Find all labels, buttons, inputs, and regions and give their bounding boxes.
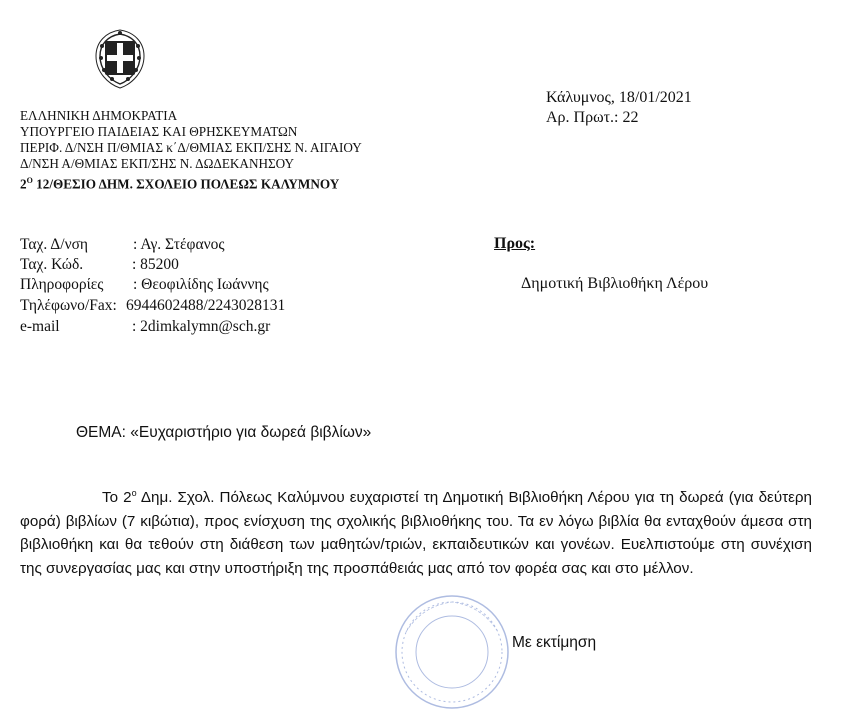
- school-number: 2: [20, 176, 27, 192]
- phone-label: Τηλέφωνο/Fax:: [20, 297, 117, 314]
- email-label: e-mail: [20, 318, 60, 335]
- closing-line: Με εκτίμηση: [512, 634, 597, 651]
- date-line: Κάλυμνος, 18/01/2021: [546, 89, 692, 106]
- subject-line: ΘΕΜΑ: «Ευχαριστήριο για δωρεά βιβλίων»: [76, 424, 372, 441]
- email-value[interactable]: : 2dimkalymn@sch.gr: [132, 318, 271, 335]
- info-value: : Θεοφιλίδης Ιωάννης: [133, 276, 269, 293]
- header-line-ministry: ΥΠΟΥΡΓΕΙΟ ΠΑΙΔΕΙΑΣ ΚΑΙ ΘΡΗΣΚΕΥΜΑΤΩΝ: [20, 124, 298, 139]
- header-line-republic: ΕΛΛΗΝΙΚΗ ΔΗΜΟΚΡΑΤΙΑ: [20, 108, 178, 123]
- header-line-school: [20, 173, 339, 192]
- school-stamp: [392, 592, 512, 712]
- postcode-label: Ταχ. Κώδ.: [20, 256, 84, 273]
- school-number-superscript: Ο: [26, 176, 33, 185]
- address-value: : Αγ. Στέφανος: [133, 236, 225, 253]
- body-paragraph: [20, 486, 812, 580]
- body-text: Δημ. Σχολ. Πόλεως Καλύμνου ευχαριστεί τη Δημοτική Βιβλιοθήκη Λέρου για τη δωρεά (για δεύτερη φορά) βιβλίων (7 κιβώτια), προς ενίσχυση της σχολικής βιβλιοθήκης του. Τα εν λόγω βιβλία θα ενταχθούν άμεσα στη βιβλιοθήκη και θα τεθούν στη διάθεση των μαθητών/τριών, εκπαιδευτικών και γονέων. Ευελπιστούμε στη συνέχιση της συνεργασίας μας και στην υποστήριξη της προσπάθειάς μας από τον φορέα σας και στο μέλλον.: [20, 489, 812, 577]
- body-start: Το 2: [102, 489, 132, 506]
- greek-coat-of-arms-icon: [92, 26, 148, 90]
- address-label: Ταχ. Δ/νση: [20, 236, 89, 253]
- phone-value: 6944602488/2243028131: [126, 297, 286, 314]
- header-line-regional-directorate: ΠΕΡΙΦ. Δ/ΝΣΗ Π/ΘΜΙΑΣ κ΄Δ/ΘΜΙΑΣ ΕΚΠ/ΣΗΣ Ν. ΑΙΓΑΙΟΥ: [20, 140, 362, 155]
- body-superscript: ο: [131, 487, 137, 498]
- recipient-value: Δημοτική Βιβλιοθήκη Λέρου: [521, 275, 709, 292]
- protocol-line: Αρ. Πρωτ.: 22: [546, 109, 639, 126]
- info-label: Πληροφορίες: [20, 276, 104, 293]
- header-line-directorate: Δ/ΝΣΗ Α/ΘΜΙΑΣ ΕΚΠ/ΣΗΣ Ν. ΔΩΔΕΚΑΝΗΣΟΥ: [20, 156, 295, 171]
- school-name: 12/ΘΕΣΙΟ ΔΗΜ. ΣΧΟΛΕΙΟ ΠΟΛΕΩΣ ΚΑΛΥΜΝΟΥ: [32, 176, 340, 192]
- recipient-label: Προς:: [494, 235, 536, 252]
- postcode-value: : 85200: [132, 256, 179, 273]
